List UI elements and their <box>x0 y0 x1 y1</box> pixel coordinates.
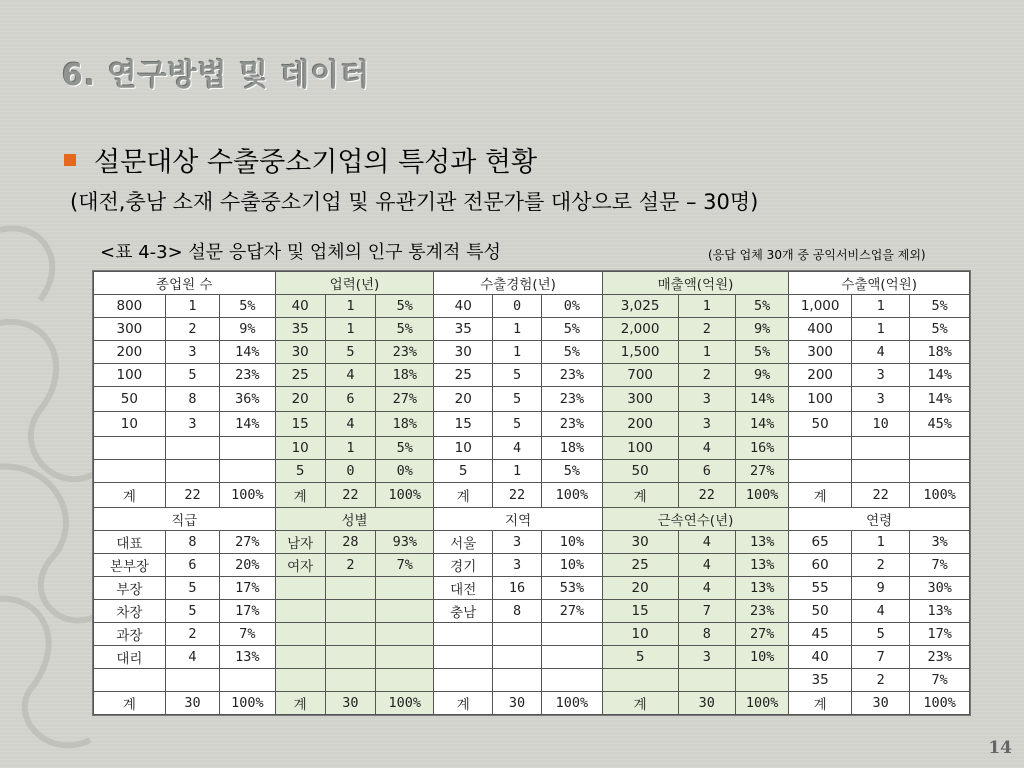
table-cell: 계 <box>434 692 492 715</box>
table-row <box>94 623 970 646</box>
column-group-header: 수출경험(년) <box>434 272 602 295</box>
table-cell <box>376 669 434 692</box>
table-cell: 1 <box>492 460 541 483</box>
table-cell <box>275 669 325 692</box>
table-cell: 22 <box>678 483 735 508</box>
table-cell: 남자 <box>275 531 325 554</box>
table-cell: 5 <box>165 364 219 387</box>
column-group-header: 매출액(억원) <box>602 272 789 295</box>
table-cell: 7% <box>220 623 275 646</box>
table-cell: 17% <box>220 600 275 623</box>
table-cell <box>542 623 603 646</box>
table-cell: 35 <box>434 318 492 341</box>
table-cell: 1 <box>325 295 375 318</box>
table-cell: 1 <box>325 318 375 341</box>
table-cell: 5% <box>542 341 603 364</box>
table-cell: 23% <box>220 364 275 387</box>
table-cell: 23% <box>736 600 789 623</box>
table-cell: 10 <box>851 412 909 437</box>
table-cell: 2 <box>851 554 909 577</box>
table-row <box>94 483 970 508</box>
table-cell <box>325 577 375 600</box>
table-cell <box>325 600 375 623</box>
table-cell: 10 <box>434 437 492 460</box>
table-cell: 8 <box>678 623 735 646</box>
table-cell: 5 <box>434 460 492 483</box>
table-cell <box>542 669 603 692</box>
table-cell <box>94 437 166 460</box>
table-cell: 30 <box>602 531 678 554</box>
table-cell: 7% <box>910 669 970 692</box>
table-cell: 14% <box>736 387 789 412</box>
table-cell <box>376 600 434 623</box>
table-cell: 0 <box>325 460 375 483</box>
table-cell: 대리 <box>94 646 166 669</box>
table-cell: 93% <box>376 531 434 554</box>
table-cell: 10% <box>542 531 603 554</box>
table-cell: 100% <box>376 483 434 508</box>
table-cell <box>736 669 789 692</box>
table-cell: 40 <box>275 295 325 318</box>
table-cell: 7% <box>910 554 970 577</box>
table-cell: 경기 <box>434 554 492 577</box>
table-cell: 10 <box>602 623 678 646</box>
table-cell: 16 <box>492 577 541 600</box>
table-row <box>94 318 970 341</box>
table-cell: 계 <box>94 483 166 508</box>
table-cell: 5 <box>325 341 375 364</box>
table-cell: 7 <box>851 646 909 669</box>
table-cell <box>376 646 434 669</box>
column-group-header: 직급 <box>94 508 276 531</box>
table-cell: 3 <box>851 364 909 387</box>
table-cell: 25 <box>434 364 492 387</box>
table-cell: 5% <box>736 341 789 364</box>
table-cell: 1 <box>851 318 909 341</box>
table-cell: 4 <box>851 600 909 623</box>
table-cell: 충남 <box>434 600 492 623</box>
table-row <box>94 387 970 412</box>
table-cell <box>492 669 541 692</box>
table-cell: 1 <box>325 437 375 460</box>
table-cell: 100% <box>542 692 603 715</box>
table-cell: 10% <box>542 554 603 577</box>
table-cell: 700 <box>602 364 678 387</box>
table-cell: 3 <box>851 387 909 412</box>
table-cell: 100% <box>736 483 789 508</box>
table-cell: 10 <box>275 437 325 460</box>
table-cell: 대표 <box>94 531 166 554</box>
table-cell: 2 <box>851 669 909 692</box>
table-cell: 5 <box>602 646 678 669</box>
table-cell: 400 <box>789 318 852 341</box>
table-cell: 8 <box>165 531 219 554</box>
stats-table <box>93 271 970 715</box>
table-cell <box>220 669 275 692</box>
slide-title: 6. 연구방법 및 데이터 <box>62 58 371 93</box>
page-number: 14 <box>988 738 1012 758</box>
table-cell: 20% <box>220 554 275 577</box>
table-cell: 계 <box>94 692 166 715</box>
table-cell: 50 <box>602 460 678 483</box>
table-cell: 3 <box>492 554 541 577</box>
table-cell: 55 <box>789 577 852 600</box>
table-cell: 과장 <box>94 623 166 646</box>
table-cell: 4 <box>851 341 909 364</box>
table-cell: 50 <box>789 412 852 437</box>
table-cell: 30 <box>325 692 375 715</box>
table-cell <box>910 460 970 483</box>
table-cell: 3 <box>165 412 219 437</box>
table-cell: 300 <box>602 387 678 412</box>
table-cell: 9 <box>851 577 909 600</box>
table-cell: 3% <box>910 531 970 554</box>
table-cell: 2 <box>165 318 219 341</box>
table-cell: 50 <box>94 387 166 412</box>
column-group-header: 종업원 수 <box>94 272 276 295</box>
table-cell: 800 <box>94 295 166 318</box>
table-cell <box>165 669 219 692</box>
table-cell: 1 <box>678 341 735 364</box>
table-cell: 13% <box>736 577 789 600</box>
table-cell: 18% <box>376 412 434 437</box>
table-cell: 5% <box>376 437 434 460</box>
table-cell: 4 <box>678 437 735 460</box>
table-cell: 45% <box>910 412 970 437</box>
column-group-header: 근속연수(년) <box>602 508 789 531</box>
table-cell: 100% <box>736 692 789 715</box>
table-cell: 10% <box>736 646 789 669</box>
table-cell: 30 <box>678 692 735 715</box>
table-row <box>94 646 970 669</box>
table-cell: 3 <box>678 646 735 669</box>
table-cell: 5 <box>165 600 219 623</box>
table-cell: 4 <box>325 364 375 387</box>
table-cell: 여자 <box>275 554 325 577</box>
table-row <box>94 295 970 318</box>
table-cell: 3 <box>678 412 735 437</box>
table-cell: 계 <box>602 692 678 715</box>
table-row <box>94 437 970 460</box>
table-cell: 4 <box>678 531 735 554</box>
table-cell: 본부장 <box>94 554 166 577</box>
table-row <box>94 341 970 364</box>
table-cell: 100 <box>94 364 166 387</box>
table-cell: 5% <box>910 318 970 341</box>
subheading: (대전,충남 소재 수출중소기업 및 유관기관 전문가를 대상으로 설문 – 30명) <box>70 190 759 214</box>
table-cell: 60 <box>789 554 852 577</box>
table-bottom-section <box>94 508 970 715</box>
table-cell: 6 <box>325 387 375 412</box>
table-cell: 53% <box>542 577 603 600</box>
table-cell <box>910 437 970 460</box>
table-cell: 9% <box>736 318 789 341</box>
table-cell: 6 <box>678 460 735 483</box>
table-cell: 13% <box>736 531 789 554</box>
column-group-header: 지역 <box>434 508 602 531</box>
table-cell: 계 <box>275 483 325 508</box>
bullet-square-icon <box>64 154 76 166</box>
table-cell: 1 <box>492 318 541 341</box>
table-cell: 35 <box>275 318 325 341</box>
table-cell: 6 <box>165 554 219 577</box>
table-cell: 부장 <box>94 577 166 600</box>
column-group-header: 성별 <box>275 508 434 531</box>
table-cell: 22 <box>851 483 909 508</box>
table-cell: 5% <box>736 295 789 318</box>
table-cell: 17% <box>220 577 275 600</box>
table-cell: 15 <box>602 600 678 623</box>
table-cell <box>789 437 852 460</box>
table-cell <box>275 646 325 669</box>
table-cell: 13% <box>736 554 789 577</box>
table-cell: 40 <box>789 646 852 669</box>
table-cell: 13% <box>910 600 970 623</box>
table-cell <box>275 600 325 623</box>
stats-table-container <box>92 270 971 716</box>
table-row <box>94 412 970 437</box>
table-cell: 2 <box>678 364 735 387</box>
table-cell: 10 <box>94 412 166 437</box>
table-cell: 100% <box>542 483 603 508</box>
table-cell: 300 <box>789 341 852 364</box>
table-cell: 14% <box>220 412 275 437</box>
table-cell <box>376 577 434 600</box>
table-row <box>94 460 970 483</box>
table-cell: 100% <box>910 483 970 508</box>
table-cell: 25 <box>602 554 678 577</box>
table-cell: 36% <box>220 387 275 412</box>
table-cell <box>678 669 735 692</box>
table-cell: 23% <box>542 364 603 387</box>
table-cell: 5% <box>220 295 275 318</box>
table-cell: 5 <box>851 623 909 646</box>
table-cell <box>325 669 375 692</box>
table-cell: 200 <box>602 412 678 437</box>
table-cell: 4 <box>165 646 219 669</box>
table-cell: 5% <box>542 460 603 483</box>
table-cell: 45 <box>789 623 852 646</box>
table-row <box>94 692 970 715</box>
table-cell: 27% <box>736 460 789 483</box>
table-cell: 0 <box>492 295 541 318</box>
table-cell: 17% <box>910 623 970 646</box>
table-cell: 5% <box>910 295 970 318</box>
table-cell: 계 <box>789 483 852 508</box>
table-cell <box>492 646 541 669</box>
table-cell: 차장 <box>94 600 166 623</box>
table-cell <box>851 437 909 460</box>
table-cell: 4 <box>492 437 541 460</box>
table-cell <box>165 437 219 460</box>
table-cell: 28 <box>325 531 375 554</box>
table-cell: 5% <box>542 318 603 341</box>
table-cell: 5 <box>165 577 219 600</box>
table-cell: 15 <box>275 412 325 437</box>
table-cell: 18% <box>376 364 434 387</box>
table-cell: 14% <box>910 387 970 412</box>
table-cell: 100% <box>220 483 275 508</box>
table-cell: 27% <box>542 600 603 623</box>
table-row <box>94 554 970 577</box>
table-cell: 25 <box>275 364 325 387</box>
table-cell: 30 <box>851 692 909 715</box>
table-cell: 22 <box>165 483 219 508</box>
table-cell: 2 <box>325 554 375 577</box>
table-cell <box>542 646 603 669</box>
table-cell: 5 <box>275 460 325 483</box>
table-cell: 30 <box>492 692 541 715</box>
table-cell: 3,025 <box>602 295 678 318</box>
table-cell: 계 <box>275 692 325 715</box>
table-cell: 계 <box>434 483 492 508</box>
table-cell: 계 <box>789 692 852 715</box>
table-cell: 27% <box>220 531 275 554</box>
table-cell: 30 <box>165 692 219 715</box>
column-group-header: 업력(년) <box>275 272 434 295</box>
table-cell: 23% <box>910 646 970 669</box>
table-cell <box>275 623 325 646</box>
table-cell: 0% <box>542 295 603 318</box>
table-cell: 1 <box>851 295 909 318</box>
table-cell: 1 <box>492 341 541 364</box>
table-cell: 서울 <box>434 531 492 554</box>
table-cell: 5% <box>376 295 434 318</box>
table-cell: 30% <box>910 577 970 600</box>
table-cell <box>851 460 909 483</box>
column-group-header: 수출액(억원) <box>789 272 970 295</box>
table-cell: 20 <box>275 387 325 412</box>
table-note: (응답 업체 30개 중 공익서비스업을 제외) <box>708 248 926 262</box>
table-cell <box>275 577 325 600</box>
table-cell <box>325 646 375 669</box>
table-cell: 100% <box>910 692 970 715</box>
table-caption: <표 4-3> 설문 응답자 및 업체의 인구 통계적 특성 <box>100 242 501 263</box>
table-cell: 9% <box>220 318 275 341</box>
table-cell: 8 <box>492 600 541 623</box>
table-cell: 4 <box>325 412 375 437</box>
table-cell: 7 <box>678 600 735 623</box>
table-cell: 15 <box>434 412 492 437</box>
table-cell: 1 <box>678 295 735 318</box>
table-cell: 20 <box>434 387 492 412</box>
table-cell: 계 <box>602 483 678 508</box>
table-cell: 100% <box>376 692 434 715</box>
table-cell <box>434 646 492 669</box>
table-cell: 0% <box>376 460 434 483</box>
table-row <box>94 577 970 600</box>
table-cell: 23% <box>542 412 603 437</box>
table-cell: 18% <box>910 341 970 364</box>
table-cell: 20 <box>602 577 678 600</box>
table-cell: 14% <box>910 364 970 387</box>
table-cell: 35 <box>789 669 852 692</box>
table-cell: 5% <box>376 318 434 341</box>
table-cell <box>165 460 219 483</box>
table-cell <box>789 460 852 483</box>
table-cell: 100% <box>220 692 275 715</box>
table-cell: 16% <box>736 437 789 460</box>
table-cell: 2 <box>165 623 219 646</box>
table-row <box>94 364 970 387</box>
table-cell: 22 <box>325 483 375 508</box>
table-cell: 200 <box>94 341 166 364</box>
table-cell: 14% <box>736 412 789 437</box>
table-cell <box>220 437 275 460</box>
table-cell: 5 <box>492 387 541 412</box>
table-cell: 8 <box>165 387 219 412</box>
table-cell: 40 <box>434 295 492 318</box>
table-cell: 18% <box>542 437 603 460</box>
table-cell: 3 <box>165 341 219 364</box>
table-cell: 13% <box>220 646 275 669</box>
table-cell: 5 <box>492 364 541 387</box>
column-group-header: 연령 <box>789 508 970 531</box>
table-cell <box>94 669 166 692</box>
table-cell: 1,500 <box>602 341 678 364</box>
table-cell: 9% <box>736 364 789 387</box>
table-cell: 23% <box>542 387 603 412</box>
table-cell: 14% <box>220 341 275 364</box>
table-cell <box>492 623 541 646</box>
table-cell: 50 <box>789 600 852 623</box>
table-cell: 1 <box>165 295 219 318</box>
table-cell: 3 <box>678 387 735 412</box>
table-cell <box>434 669 492 692</box>
table-cell: 30 <box>434 341 492 364</box>
table-cell <box>94 460 166 483</box>
table-cell: 4 <box>678 554 735 577</box>
table-cell: 2 <box>678 318 735 341</box>
top-header-row <box>94 272 970 295</box>
table-cell: 65 <box>789 531 852 554</box>
table-cell: 대전 <box>434 577 492 600</box>
bottom-header-row <box>94 508 970 531</box>
table-cell: 3 <box>492 531 541 554</box>
table-cell: 7% <box>376 554 434 577</box>
table-top-section <box>94 272 970 508</box>
table-cell: 2,000 <box>602 318 678 341</box>
table-cell: 300 <box>94 318 166 341</box>
table-cell <box>434 623 492 646</box>
table-cell: 5 <box>492 412 541 437</box>
heading-bullet-row <box>64 140 537 179</box>
table-cell: 22 <box>492 483 541 508</box>
table-cell <box>220 460 275 483</box>
table-cell: 100 <box>789 387 852 412</box>
table-row <box>94 531 970 554</box>
table-cell <box>602 669 678 692</box>
table-cell: 30 <box>275 341 325 364</box>
table-row <box>94 669 970 692</box>
table-cell: 1,000 <box>789 295 852 318</box>
table-cell: 27% <box>376 387 434 412</box>
table-cell <box>376 623 434 646</box>
table-cell <box>325 623 375 646</box>
table-cell: 100 <box>602 437 678 460</box>
table-cell: 23% <box>376 341 434 364</box>
table-cell: 1 <box>851 531 909 554</box>
table-cell: 200 <box>789 364 852 387</box>
table-cell: 27% <box>736 623 789 646</box>
section-heading: 설문대상 수출중소기업의 특성과 현황 <box>94 147 538 178</box>
table-row <box>94 600 970 623</box>
table-cell: 4 <box>678 577 735 600</box>
